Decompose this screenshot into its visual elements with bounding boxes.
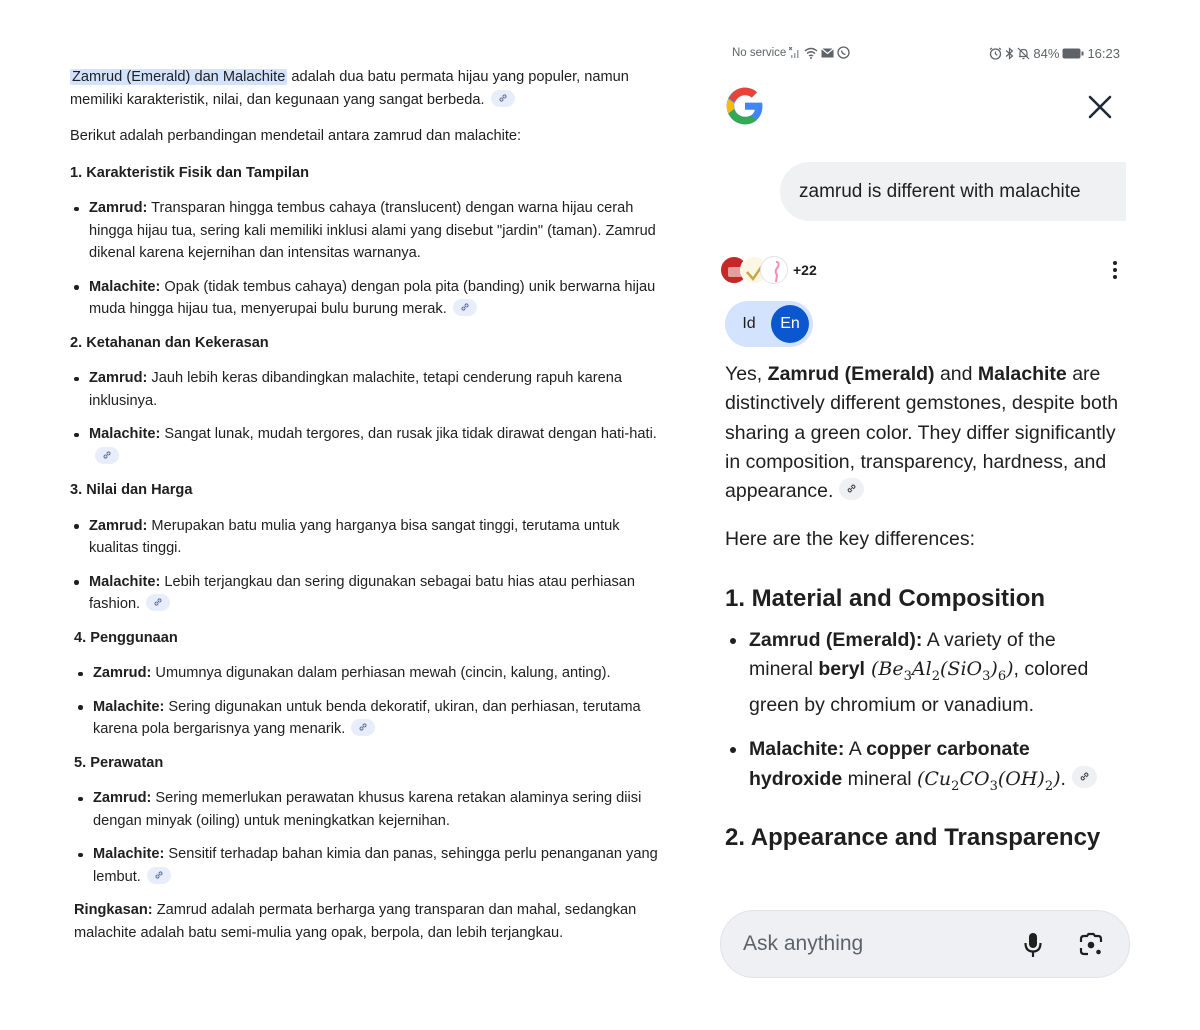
item-text: Merupakan batu mulia yang harganya bisa sangat tinggi, terutama untuk kualitas tinggi. [89, 517, 620, 556]
lens-icon[interactable] [1078, 932, 1104, 958]
phone-screen [715, 36, 1140, 1030]
section-heading: 5. Perawatan [74, 754, 164, 771]
link-icon [1079, 771, 1090, 782]
link-icon [460, 302, 470, 312]
bluetooth-icon [1005, 47, 1014, 60]
wifi-icon [804, 47, 818, 59]
source-link-chip[interactable] [491, 90, 515, 107]
comparison-item [74, 696, 670, 741]
intro-paragraph [70, 66, 670, 111]
section-list [70, 787, 670, 888]
link-icon [358, 722, 368, 732]
sources-count: +22 [793, 262, 817, 278]
item-text: Sering digunakan untuk benda dekoratif, ukiran, dan perhiasan, terutama karena pola bergarisnya yang menarik. [93, 698, 641, 737]
answer-text: and [934, 363, 978, 385]
section-list [70, 197, 670, 321]
link-icon [153, 597, 163, 607]
answer-text: are distinctively different gemstones, despite both sharing a green color. They differ significantly in composition, transparency, hardness, and appearance. [725, 363, 1119, 503]
item-bold: beryl [818, 658, 865, 681]
formula-malachite: $(Cu_2CO_3(OH)_2)$ [916, 767, 1061, 794]
section-list [70, 367, 670, 468]
source-link-chip[interactable] [351, 719, 375, 736]
lang-en-option[interactable]: En [771, 305, 809, 343]
comparison-item [70, 571, 670, 616]
document-panel [70, 66, 670, 944]
item-text: Lebih terjangkau dan sering digunakan sebagai batu hias atau perhiasan fashion. [89, 573, 636, 612]
item-text: Transparan hingga tembus cahaya (translucent) dengan warna hijau cerah hingga hijau tua, sering kali memiliki inklusi alami yang disebut "jardin" (taman). Zamrud dikenal karena kejernihan dan intensitas warnanya. [89, 200, 656, 261]
section-heading: 2. Ketahanan dan Kekerasan [70, 334, 269, 351]
item-text: mineral [842, 767, 917, 790]
answer-text: Yes, [725, 363, 768, 385]
more-vert-icon[interactable] [1107, 259, 1123, 281]
battery-icon [1062, 48, 1084, 59]
item-term: Malachite: [93, 698, 165, 715]
whatsapp-icon [837, 46, 850, 59]
battery-percent: 84% [1033, 46, 1060, 61]
comparison-item [70, 423, 670, 468]
carrier-text: No service [732, 46, 787, 59]
answer-list [725, 626, 1125, 801]
status-bar [732, 46, 1120, 62]
answer-intro [725, 360, 1125, 506]
answer-list-item [725, 626, 1125, 721]
item-text: A [844, 738, 867, 761]
link-icon [102, 450, 112, 460]
item-term: Zamrud (Emerald): [749, 628, 923, 651]
lang-id-option[interactable]: Id [742, 315, 756, 332]
lead-paragraph: Berikut adalah perbandingan mendetail antara zamrud dan malachite: [70, 128, 522, 144]
item-term: Malachite: [89, 426, 161, 442]
item-term: Malachite: [89, 573, 161, 590]
comparison-item [70, 276, 670, 321]
source-link-chip[interactable] [839, 478, 864, 500]
language-toggle[interactable] [725, 301, 813, 347]
summary-paragraph [70, 899, 670, 944]
section-heading: 3. Nilai dan Harga [70, 482, 193, 498]
item-term: Malachite: [93, 846, 165, 862]
highlighted-text: Zamrud (Emerald) dan Malachite [72, 69, 286, 85]
item-text: Opak (tidak tembus cahaya) dengan pola pita (banding) unik berwarna hijau muda hingga hijau tua, menyerupai bulu burung merak. [89, 278, 656, 317]
source-link-chip[interactable] [147, 867, 171, 884]
user-query-bubble: zamrud is different with malachite [780, 162, 1126, 221]
close-icon[interactable] [1087, 94, 1113, 120]
item-text: Sering memerlukan perawatan khusus karena retakan alaminya sering diisi dengan minyak (oiling) untuk meningkatkan kejernihan. [93, 790, 642, 829]
source-link-chip[interactable] [146, 594, 170, 611]
mail-icon [821, 48, 834, 58]
bell-off-icon [1017, 47, 1030, 60]
comparison-item [70, 515, 670, 560]
item-term: Zamrud: [93, 790, 152, 806]
summary-term: Ringkasan: [74, 902, 153, 918]
link-icon [498, 93, 508, 103]
answer-bold: Zamrud (Emerald) [767, 363, 935, 385]
item-text: , colored green by chromium or vanadium. [749, 658, 1089, 717]
item-text: Sangat lunak, mudah tergores, dan rusak jika tidak dirawat dengan hati-hati. [160, 426, 657, 442]
answer-heading: 1. Material and Composition [725, 584, 1046, 612]
item-term: Zamrud: [93, 665, 152, 681]
answer-list-item [725, 735, 1125, 800]
ask-input[interactable] [743, 911, 1003, 977]
ask-bar [720, 910, 1130, 978]
comparison-item [70, 367, 670, 412]
mic-icon[interactable] [1023, 931, 1043, 959]
alarm-icon [989, 47, 1002, 60]
source-favicon[interactable] [760, 256, 788, 284]
summary-text: Zamrud adalah permata berharga yang transparan dan mahal, sedangkan malachite adalah batu semi-mulia yang opak, berpola, dan lebih terjangkau. [74, 902, 637, 941]
answer-heading: 2. Appearance and Transparency [725, 823, 1101, 851]
section-heading: 1. Karakteristik Fisik dan Tampilan [70, 164, 309, 181]
source-link-chip[interactable] [1072, 766, 1097, 788]
link-icon [846, 483, 857, 494]
item-text: Jauh lebih keras dibandingkan malachite, tetapi cenderung rapuh karena inklusinya. [89, 370, 622, 409]
google-logo [725, 86, 765, 126]
item-term: Zamrud: [89, 517, 148, 534]
item-bold: copper carbonate hydroxide [749, 738, 1030, 790]
source-link-chip[interactable] [453, 299, 477, 316]
item-text: A variety of the mineral [749, 628, 1056, 681]
item-term: Zamrud: [89, 200, 148, 216]
comparison-item [74, 662, 670, 685]
comparison-item [74, 787, 670, 832]
section-list [70, 515, 670, 616]
item-term: Malachite: [89, 278, 161, 295]
formula-beryl: $(Be_3Al_2(SiO_3)_6)$ [864, 658, 1014, 684]
source-link-chip[interactable] [95, 447, 119, 464]
item-term: Zamrud: [89, 370, 148, 386]
intro-text: adalah dua batu permata hijau yang populer, namun memiliki karakteristik, nilai, dan kegunaan yang sangat berbeda. [70, 69, 629, 108]
section-list [70, 662, 670, 741]
clock-time: 16:23 [1087, 46, 1120, 61]
item-term: Malachite: [749, 738, 845, 761]
link-icon [154, 870, 164, 880]
sources-row[interactable] [720, 256, 817, 284]
flamingo-icon [761, 257, 788, 284]
item-text: . [1060, 767, 1066, 790]
comparison-item [74, 843, 670, 888]
signal-icon [789, 47, 801, 59]
item-text: Umumnya digunakan dalam perhiasan mewah (cincin, kalung, anting). [151, 665, 611, 681]
comparison-item [70, 197, 670, 265]
item-text: Sensitif terhadap bahan kimia dan panas, sehingga perlu penanganan yang lembut. [93, 846, 658, 885]
section-heading: 4. Penggunaan [74, 629, 178, 646]
answer-bold: Malachite [977, 363, 1067, 385]
answer-lead: Here are the key differences: [725, 528, 976, 551]
ai-answer [725, 360, 1125, 865]
